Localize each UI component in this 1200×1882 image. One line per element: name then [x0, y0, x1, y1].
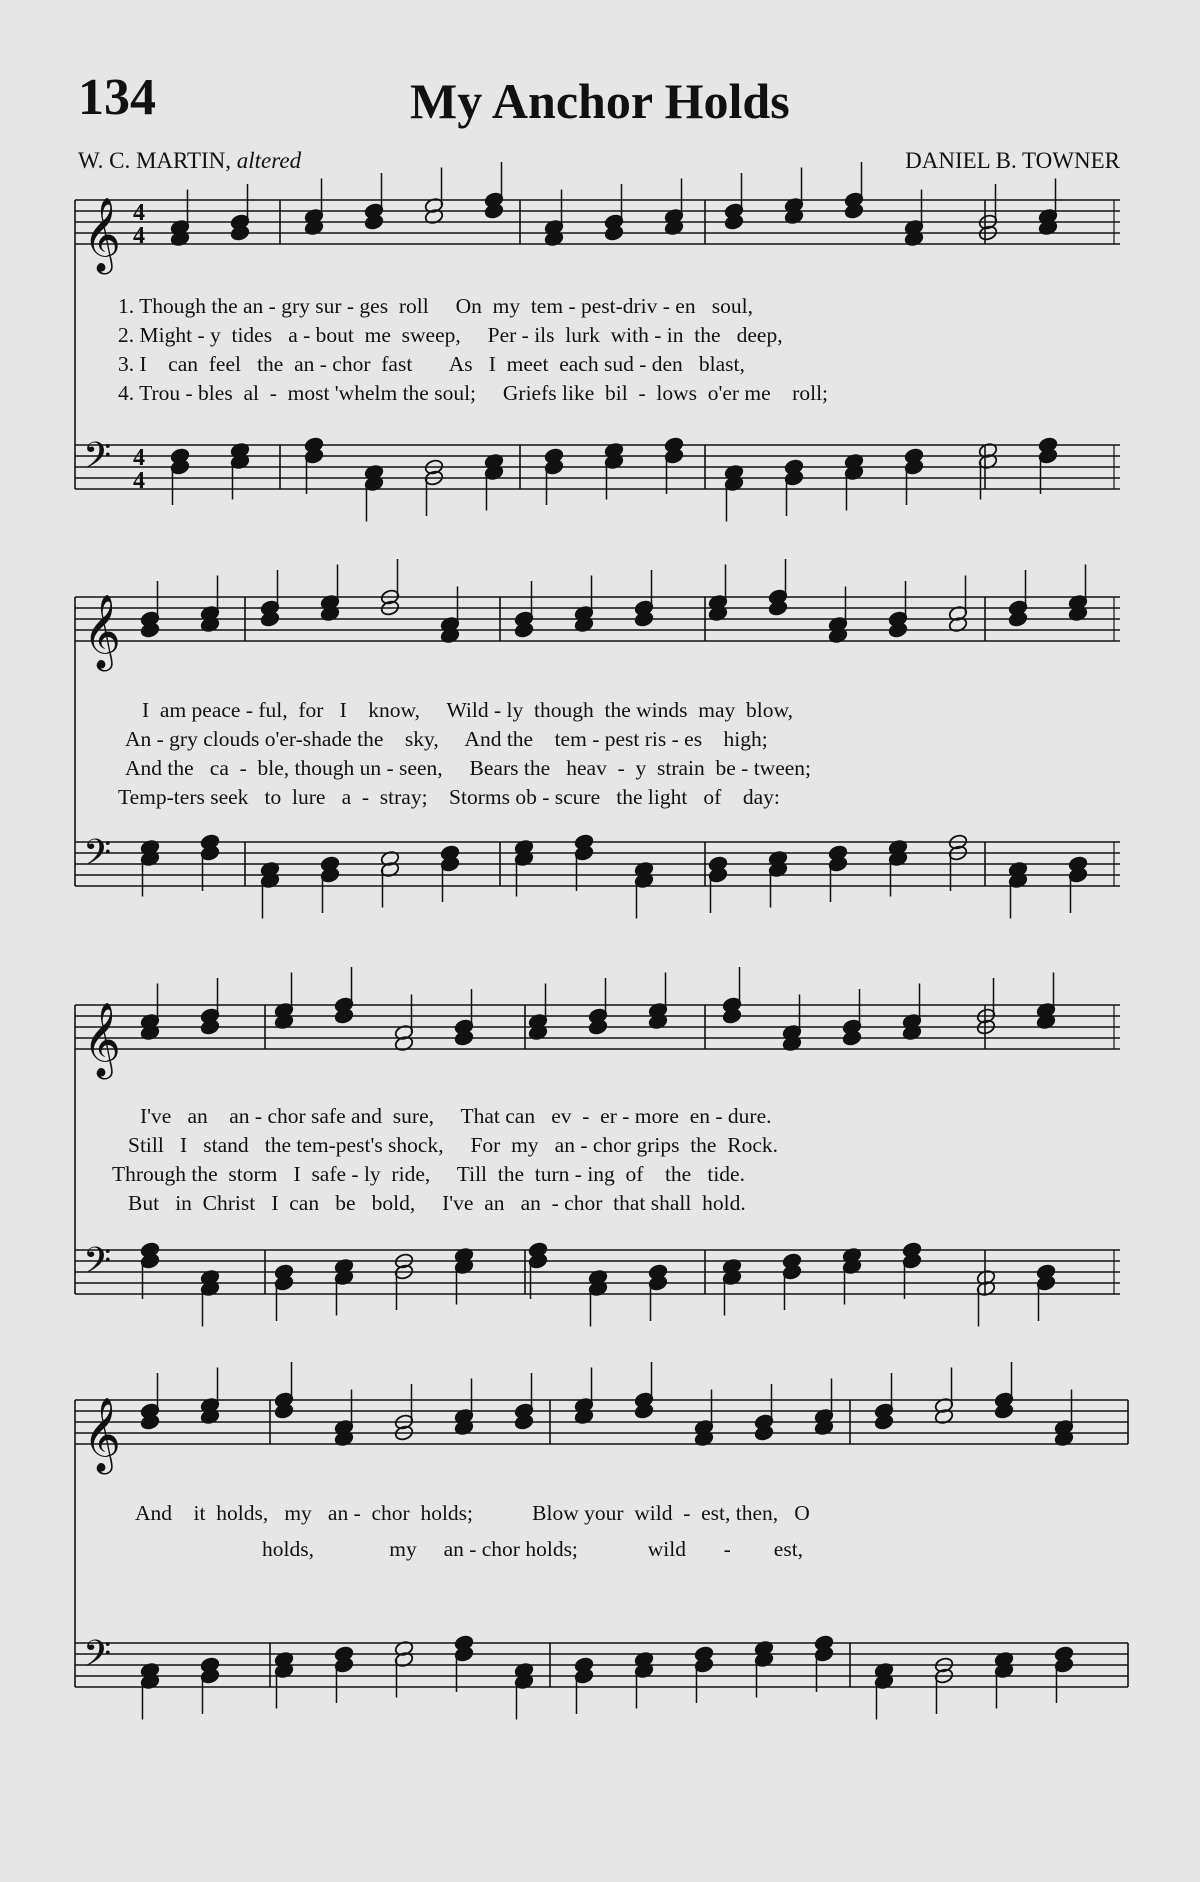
note-head [1038, 208, 1058, 225]
note-head [230, 442, 250, 459]
note-head [948, 605, 968, 622]
note-head [440, 616, 460, 633]
note-head [484, 202, 504, 219]
note-head [814, 1634, 834, 1651]
time-signature-top: 4 [133, 200, 145, 226]
note-head [200, 1269, 220, 1286]
note-head [260, 610, 280, 627]
note-head [274, 1274, 294, 1291]
note-head [1068, 605, 1088, 622]
note-head [828, 844, 848, 861]
bass-clef: 𝄢 [83, 1240, 112, 1291]
note-head [140, 1673, 160, 1690]
note-head [902, 1241, 922, 1258]
note-head [904, 230, 924, 247]
note-head [874, 1402, 894, 1419]
note-head [394, 1640, 414, 1657]
note-head [976, 1269, 996, 1286]
note-head [574, 1397, 594, 1414]
note-head [364, 202, 384, 219]
lyricist-note: altered [236, 148, 302, 173]
note-head [454, 1258, 474, 1275]
note-head [588, 1280, 608, 1297]
lyric-line: holds, my an - chor holds; wild - est, [262, 1537, 804, 1561]
note-head [320, 866, 340, 883]
lyricist-name: W. C. MARTIN, [78, 148, 232, 173]
note-head [140, 1024, 160, 1041]
note-head [784, 469, 804, 486]
note-head [514, 1673, 534, 1690]
note-head [334, 1430, 354, 1447]
note-head [200, 844, 220, 861]
note-head [394, 1263, 414, 1280]
note-head [604, 213, 624, 230]
note-head [994, 1651, 1014, 1668]
note-head [1038, 436, 1058, 453]
note-head [200, 1656, 220, 1673]
note-head [724, 202, 744, 219]
note-head [768, 588, 788, 605]
note-head [574, 1656, 594, 1673]
note-head [454, 1029, 474, 1046]
note-head [334, 1258, 354, 1275]
note-head [754, 1640, 774, 1657]
note-head [948, 616, 968, 633]
note-head [1054, 1656, 1074, 1673]
note-head [784, 197, 804, 214]
composer-credit: DANIEL B. TOWNER [905, 148, 1120, 173]
note-head [274, 1391, 294, 1408]
note-head [140, 839, 160, 856]
note-head [574, 833, 594, 850]
note-head [1036, 1274, 1056, 1291]
note-head [664, 447, 684, 464]
lyric-line: Temp-ters seek to lure a - stray; Storms ob - scure the light of day: [118, 785, 780, 809]
note-head [440, 855, 460, 872]
time-signature-bottom: 4 [133, 468, 145, 494]
note-head [634, 610, 654, 627]
note-head [722, 996, 742, 1013]
note-head [874, 1413, 894, 1430]
treble-clef: 𝄞 [83, 595, 121, 669]
note-head [364, 213, 384, 230]
note-head [140, 1662, 160, 1679]
note-head [694, 1419, 714, 1436]
note-head [528, 1252, 548, 1269]
lyric-line: Through the storm I safe - ly ride, Till the turn - ing of the tide. [112, 1162, 745, 1186]
note-head [634, 872, 654, 889]
note-head [784, 458, 804, 475]
note-head [200, 1018, 220, 1035]
note-head [200, 833, 220, 850]
note-head [424, 458, 444, 475]
note-head [454, 1419, 474, 1436]
note-head [694, 1645, 714, 1662]
note-head [978, 453, 998, 470]
note-head [140, 1013, 160, 1030]
note-head [842, 1029, 862, 1046]
note-head [648, 1013, 668, 1030]
note-head [694, 1430, 714, 1447]
note-head [528, 1024, 548, 1041]
note-head [648, 1002, 668, 1019]
bass-clef: 𝄢 [83, 435, 112, 486]
lyricist-credit [78, 148, 301, 174]
note-head [140, 621, 160, 638]
note-head [1054, 1419, 1074, 1436]
note-head [844, 191, 864, 208]
note-head [170, 447, 190, 464]
note-head [200, 1667, 220, 1684]
note-head [440, 627, 460, 644]
note-head [170, 219, 190, 236]
note-head [1038, 219, 1058, 236]
note-head [648, 1274, 668, 1291]
note-head [994, 1402, 1014, 1419]
note-head [768, 861, 788, 878]
note-head [454, 1018, 474, 1035]
note-head [1036, 1263, 1056, 1280]
note-head [782, 1252, 802, 1269]
note-head [274, 1651, 294, 1668]
note-head [454, 1645, 474, 1662]
note-head [754, 1413, 774, 1430]
note-head [976, 1280, 996, 1297]
note-head [948, 844, 968, 861]
note-head [320, 594, 340, 611]
note-head [754, 1424, 774, 1441]
note-head [842, 1258, 862, 1275]
note-head [544, 219, 564, 236]
note-head [574, 605, 594, 622]
note-head [1038, 447, 1058, 464]
note-head [394, 1424, 414, 1441]
note-head [904, 219, 924, 236]
note-head [304, 436, 324, 453]
note-head [574, 616, 594, 633]
note-head [724, 475, 744, 492]
note-head [634, 1651, 654, 1668]
note-head [274, 1263, 294, 1280]
note-head [1068, 855, 1088, 872]
note-head [200, 605, 220, 622]
note-head [140, 1241, 160, 1258]
note-head [334, 1419, 354, 1436]
note-head [394, 1252, 414, 1269]
note-head [274, 1402, 294, 1419]
note-head [604, 453, 624, 470]
note-head [320, 855, 340, 872]
lyric-line: 4. Trou - bles al - most 'whelm the soul; Griefs like bil - lows o'er me roll; [118, 381, 829, 405]
note-head [1068, 594, 1088, 611]
lyric-line: But in Christ I can be bold, I've an an - chor that shall hold. [128, 1191, 746, 1215]
note-head [304, 219, 324, 236]
note-head [902, 1013, 922, 1030]
treble-clef: 𝄞 [83, 198, 121, 272]
note-head [274, 1662, 294, 1679]
note-head [574, 1408, 594, 1425]
note-head [514, 610, 534, 627]
note-head [888, 850, 908, 867]
note-head [260, 861, 280, 878]
note-head [874, 1662, 894, 1679]
note-head [1008, 610, 1028, 627]
note-head [574, 844, 594, 861]
note-head [904, 447, 924, 464]
note-head [814, 1645, 834, 1662]
note-head [380, 861, 400, 878]
note-head [260, 872, 280, 889]
note-head [424, 469, 444, 486]
note-head [140, 1413, 160, 1430]
note-head [888, 610, 908, 627]
note-head [140, 610, 160, 627]
time-signature-bottom: 4 [133, 223, 145, 249]
note-head [528, 1013, 548, 1030]
note-head [1054, 1430, 1074, 1447]
note-head [424, 208, 444, 225]
note-head [634, 1402, 654, 1419]
lyric-line: 2. Might - y tides a - bout me sweep, Per - ils lurk with - in the deep, [118, 323, 783, 347]
note-head [514, 1413, 534, 1430]
note-head [544, 447, 564, 464]
note-head [1008, 872, 1028, 889]
note-head [828, 616, 848, 633]
note-head [380, 588, 400, 605]
note-head [708, 594, 728, 611]
note-head [934, 1408, 954, 1425]
note-head [394, 1413, 414, 1430]
note-head [782, 1024, 802, 1041]
note-head [274, 1013, 294, 1030]
note-head [230, 213, 250, 230]
note-head [140, 1252, 160, 1269]
note-head [888, 839, 908, 856]
note-head [604, 442, 624, 459]
note-head [722, 1269, 742, 1286]
note-head [828, 855, 848, 872]
note-head [200, 1007, 220, 1024]
lyric-line: Still I stand the tem-pest's shock, For my an - chor grips the Rock. [128, 1133, 778, 1157]
note-head [334, 1269, 354, 1286]
note-head [544, 458, 564, 475]
note-head [904, 458, 924, 475]
note-head [1036, 1002, 1056, 1019]
note-head [1036, 1013, 1056, 1030]
note-head [334, 1645, 354, 1662]
note-head [274, 1002, 294, 1019]
note-head [514, 621, 534, 638]
note-head [648, 1263, 668, 1280]
bass-clef: 𝄢 [83, 832, 112, 883]
note-head [170, 458, 190, 475]
note-head [394, 1651, 414, 1668]
note-head [814, 1408, 834, 1425]
note-head [994, 1662, 1014, 1679]
time-signature-top: 4 [133, 445, 145, 471]
note-head [574, 1667, 594, 1684]
note-head [664, 219, 684, 236]
note-head [842, 1018, 862, 1035]
lyric-line: I am peace - ful, for I know, Wild - ly though the winds may blow, [142, 698, 793, 722]
note-head [200, 616, 220, 633]
note-head [1008, 861, 1028, 878]
note-head [754, 1651, 774, 1668]
note-head [768, 850, 788, 867]
note-head [394, 1035, 414, 1052]
note-head [230, 453, 250, 470]
lyric-line: An - gry clouds o'er-shade the sky, And the tem - pest ris - es high; [125, 727, 768, 751]
note-head [722, 1258, 742, 1275]
note-head [724, 213, 744, 230]
note-head [874, 1673, 894, 1690]
note-head [440, 844, 460, 861]
note-head [454, 1634, 474, 1651]
note-head [588, 1269, 608, 1286]
note-head [260, 599, 280, 616]
lyric-line: And the ca - ble, though un - seen, Bears the heav - y strain be - tween; [125, 756, 812, 780]
note-head [380, 599, 400, 616]
note-head [588, 1007, 608, 1024]
note-head [170, 230, 190, 247]
note-head [902, 1024, 922, 1041]
note-head [994, 1391, 1014, 1408]
note-head [708, 605, 728, 622]
note-head [724, 464, 744, 481]
hymn-title: My Anchor Holds [410, 73, 790, 129]
note-head [304, 208, 324, 225]
note-head [588, 1018, 608, 1035]
note-head [784, 208, 804, 225]
note-head [528, 1241, 548, 1258]
note-head [844, 202, 864, 219]
note-head [140, 850, 160, 867]
note-head [814, 1419, 834, 1436]
note-head [978, 442, 998, 459]
note-head [514, 1662, 534, 1679]
note-head [934, 1667, 954, 1684]
note-head [304, 447, 324, 464]
note-head [454, 1247, 474, 1264]
treble-clef: 𝄞 [83, 1003, 121, 1077]
note-head [902, 1252, 922, 1269]
note-head [782, 1263, 802, 1280]
note-head [514, 839, 534, 856]
note-head [842, 1247, 862, 1264]
note-head [200, 1397, 220, 1414]
note-head [380, 850, 400, 867]
note-head [424, 197, 444, 214]
note-head [664, 436, 684, 453]
lyric-line: 1. Though the an - gry sur - ges roll On my tem - pest-driv - en soul, [118, 294, 753, 318]
lyric-line: I've an an - chor safe and sure, That can ev - er - more en - dure. [140, 1104, 772, 1128]
hymn-number: 134 [78, 69, 156, 126]
note-head [334, 1007, 354, 1024]
note-head [948, 833, 968, 850]
note-head [454, 1408, 474, 1425]
note-head [694, 1656, 714, 1673]
note-head [722, 1007, 742, 1024]
note-head [484, 464, 504, 481]
note-head [934, 1656, 954, 1673]
note-head [634, 861, 654, 878]
note-head [1068, 866, 1088, 883]
lyric-line: And it holds, my an - chor holds; Blow your wild - est, then, O [135, 1501, 810, 1525]
note-head [978, 224, 998, 241]
note-head [844, 464, 864, 481]
note-head [1054, 1645, 1074, 1662]
note-head [514, 1402, 534, 1419]
note-head [364, 464, 384, 481]
note-head [634, 599, 654, 616]
note-head [514, 850, 534, 867]
note-head [844, 453, 864, 470]
note-head [1008, 599, 1028, 616]
note-head [230, 224, 250, 241]
note-head [634, 1391, 654, 1408]
note-head [334, 996, 354, 1013]
note-head [934, 1397, 954, 1414]
lyric-line: 3. I can feel the an - chor fast As I meet each sud - den blast, [118, 352, 745, 376]
note-head [604, 224, 624, 241]
note-head [708, 855, 728, 872]
note-head [768, 599, 788, 616]
note-head [544, 230, 564, 247]
note-head [320, 605, 340, 622]
note-head [334, 1656, 354, 1673]
note-head [976, 1018, 996, 1035]
note-head [484, 453, 504, 470]
bass-clef: 𝄢 [83, 1633, 112, 1684]
note-head [782, 1035, 802, 1052]
note-head [888, 621, 908, 638]
note-head [394, 1024, 414, 1041]
note-head [634, 1662, 654, 1679]
note-head [664, 208, 684, 225]
note-head [976, 1007, 996, 1024]
note-head [978, 213, 998, 230]
note-head [364, 475, 384, 492]
note-head [828, 627, 848, 644]
treble-clef: 𝄞 [83, 1398, 121, 1472]
note-head [200, 1280, 220, 1297]
note-head [200, 1408, 220, 1425]
note-head [708, 866, 728, 883]
note-head [140, 1402, 160, 1419]
note-head [484, 191, 504, 208]
